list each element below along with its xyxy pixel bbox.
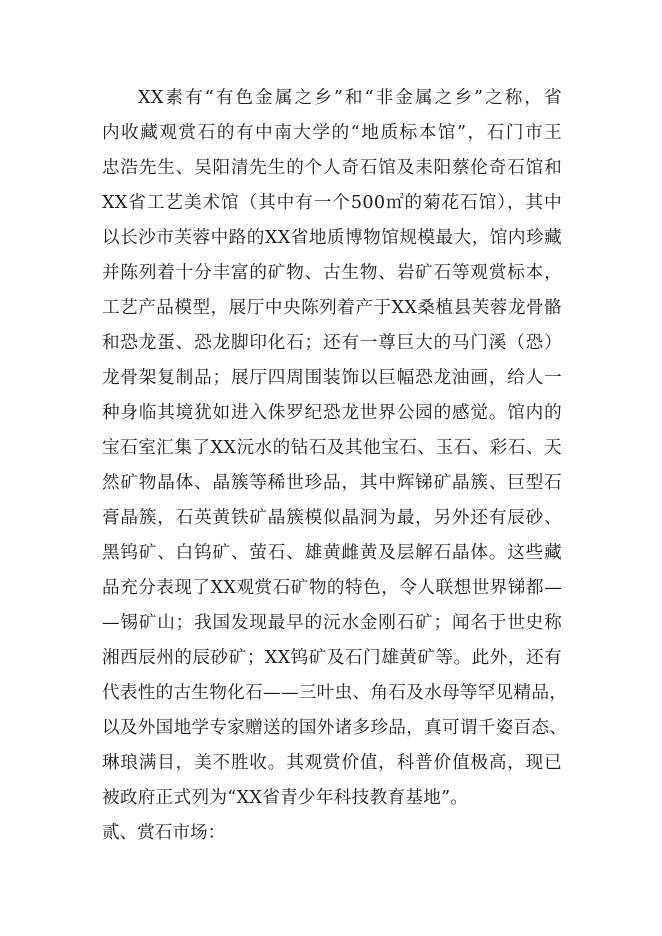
paragraph-line: 和恐龙蛋、恐龙脚印化石；还有一尊巨大的马门溪（恐）	[102, 333, 562, 353]
paragraph-line: 被政府正式列为“XX省青少年科技教育基地”。	[102, 788, 469, 808]
paragraph-line: 以长沙市芙蓉中路的XX省地质博物馆规模最大，馆内珍藏	[102, 228, 562, 248]
paragraph-line: 宝石室汇集了XX沅水的钻石及其他宝石、玉石、彩石、天	[102, 438, 562, 458]
paragraph-line: 膏晶簇，石英黄铁矿晶簇模似晶洞为最，另外还有辰砂、	[102, 508, 562, 528]
paragraph-line: XX省工艺美术馆（其中有一个500㎡的菊花石馆），其中	[102, 193, 562, 213]
paragraph-line: 湘西辰州的辰砂矿；XX钨矿及石门雄黄矿等。此外，还有	[102, 648, 562, 668]
paragraph-line: 龙骨架复制品；展厅四周围装饰以巨幅恐龙油画，给人一	[102, 368, 562, 388]
paragraph-line: 内收藏观赏石的有中南大学的“地质标本馆”，石门市王	[102, 123, 562, 143]
paragraph-line: 品充分表现了XX观赏石矿物的特色，令人联想世界锑都—	[102, 578, 562, 598]
paragraph-line: XX素有“有色金属之乡”和“非金属之乡”之称，省	[138, 88, 562, 108]
paragraph-line: —锡矿山；我国发现最早的沅水金刚石矿；闻名于世史称	[102, 613, 562, 633]
paragraph-line: 琳琅满目，美不胜收。其观赏价值，科普价值极高，现已	[102, 753, 562, 773]
paragraph-line: 并陈列着十分丰富的矿物、古生物、岩矿石等观赏标本，	[102, 263, 562, 283]
paragraph-line: 黑钨矿、白钨矿、萤石、雄黄雌黄及层解石晶体。这些藏	[102, 543, 562, 563]
paragraph-line: 代表性的古生物化石——三叶虫、角石及水母等罕见精品，	[102, 683, 568, 703]
paragraph-line: 以及外国地学专家赠送的国外诸多珍品，真可谓千姿百态、	[102, 718, 568, 738]
paragraph-line: 然矿物晶体、晶簇等稀世珍品，其中辉锑矿晶簇、巨型石	[102, 473, 562, 493]
paragraph-line: 忠浩先生、吴阳清先生的个人奇石馆及耒阳蔡伦奇石馆和	[102, 158, 562, 178]
paragraph-line: 工艺产品模型，展厅中央陈列着产于XX桑植县芙蓉龙骨骼	[102, 298, 562, 318]
section-heading: 贰、赏石市场：	[102, 823, 226, 843]
paragraph-line: 种身临其境犹如进入侏罗纪恐龙世界公园的感觉。馆内的	[102, 403, 562, 423]
